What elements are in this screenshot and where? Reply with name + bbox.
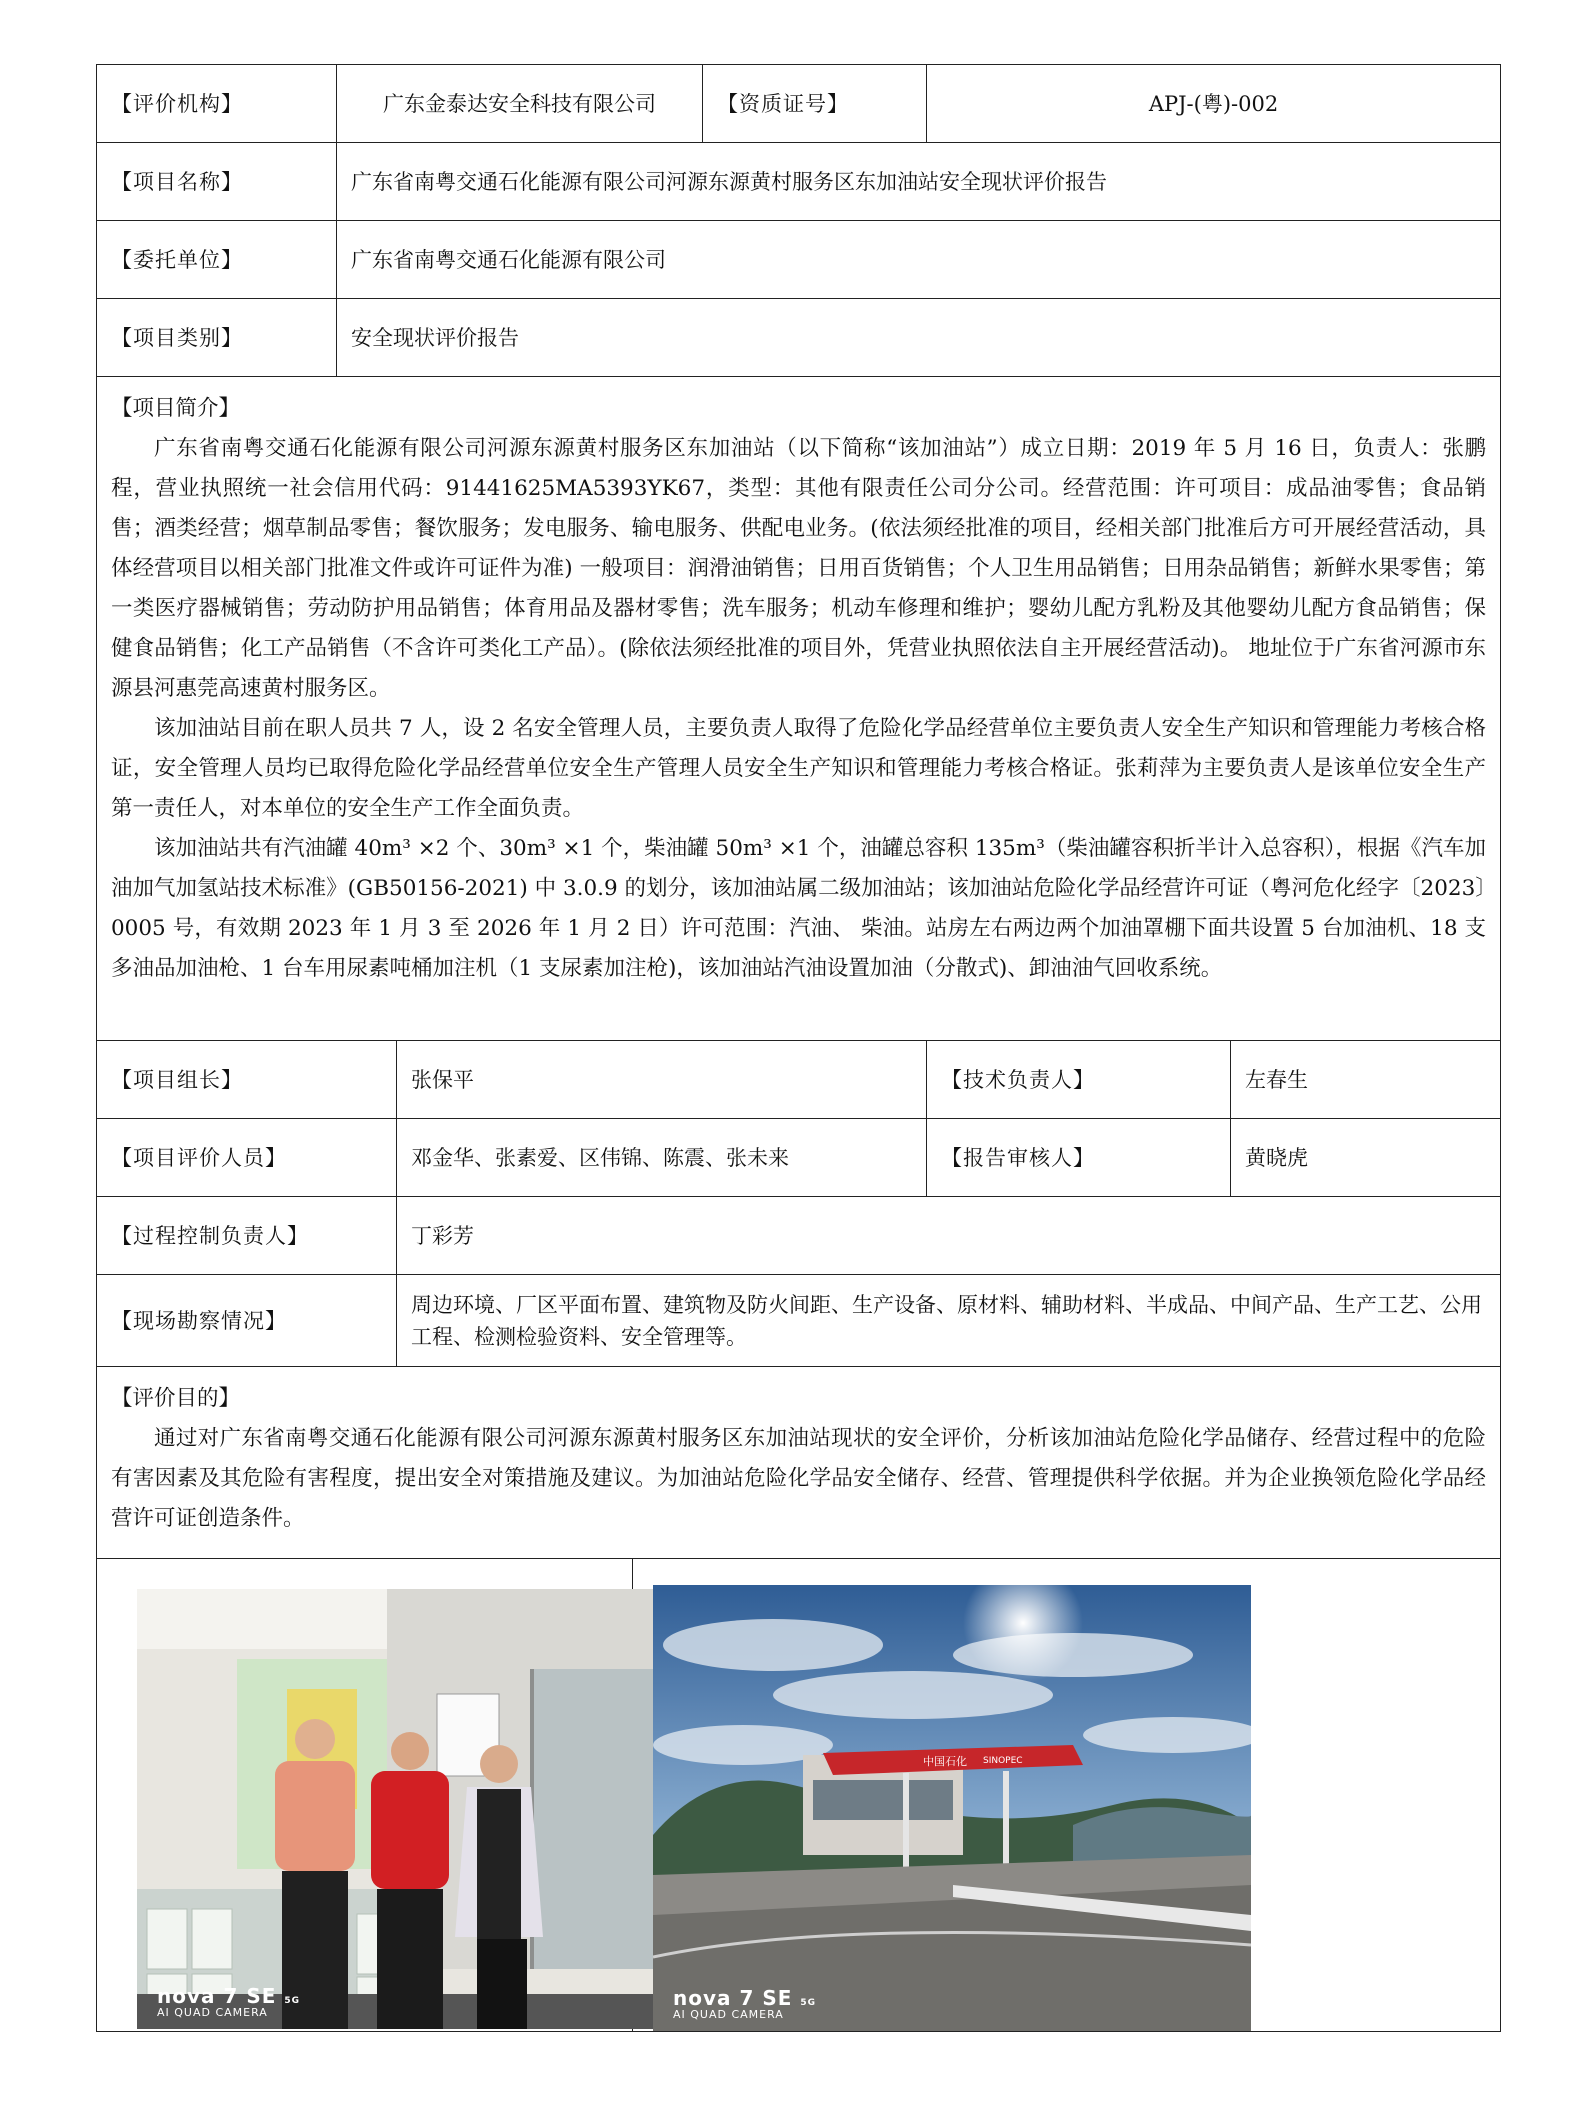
category-row (97, 299, 1501, 377)
process-label: 【过程控制负责人】 (97, 1197, 397, 1275)
reviewer-value: 黄晓虎 (1231, 1119, 1501, 1197)
purpose-row (97, 1367, 1501, 1559)
purpose-paragraph: 通过对广东省南粤交通石化能源有限公司河源东源黄村服务区东加油站现状的安全评价，分析该加油站危险化学品储存、经营过程中的危险有害因素及其危险有害程度，提出安全对策措施及建议。为加油站危险化学品安全储存、经营、管理提供科学依据。并为企业换领危险化学品经营许可证创造条件。 (111, 1426, 1487, 1531)
evaluation-purpose (97, 1367, 1501, 1559)
category-label: 【项目类别】 (97, 299, 337, 377)
watermark-model: nova 7 SE (673, 1986, 793, 2011)
station-sign: 中国石化 (923, 1755, 967, 1768)
client-label: 【委托单位】 (97, 221, 337, 299)
watermark-camera: AI QUAD CAMERA (157, 2006, 268, 2020)
org-value: 广东金泰达安全科技有限公司 (337, 65, 703, 143)
watermark-model: nova 7 SE (157, 1984, 277, 2009)
reviewer-label: 【报告审核人】 (927, 1119, 1231, 1197)
leader-value: 张保平 (397, 1041, 927, 1119)
intro-paragraph: 该加油站共有汽油罐 40m³ ×2 个、30m³ ×1 个，柴油罐 50m³ ×1 个，油罐总容积 135m³（柴油罐容积折半计入总容积），根据《汽车加油加气加氢站技术标准》(GB50156-2021) 中 3.0.9 的划分，该加油站属二级加油站；该加油站危险化学品经营许可证（粤河危化经字〔2023〕0005 号，有效期 2023 年 1 月 3 至 2026 年 1 月 2 日）许可范围：汽油、 柴油。站房左右两边两个加油罩棚下面共设置 5 台加油机、18 支多油品加油枪、1 台车用尿素吨桶加注机（1 支尿素加注枪)，该加油站汽油设置加油（分散式)、卸油油气回收系统。 (111, 836, 1487, 981)
intro-paragraph: 广东省南粤交通石化能源有限公司河源东源黄村服务区东加油站（以下简称“该加油站”）成立日期：2019 年 5 月 16 日，负责人：张鹏程，营业执照统一社会信用代码：91441625MA5393YK67，类型：其他有限责任公司分公司。经营范围：许可项目：成品油零售；食品销售；酒类经营；烟草制品零售；餐饮服务；发电服务、输电服务、供配电业务。(依法须经批准的项目，经相关部门批准后方可开展经营活动，具体经营项目以相关部门批准文件或许可证件为准) 一般项目：润滑油销售；日用百货销售；个人卫生用品销售；日用杂品销售；新鲜水果零售；第一类医疗器械销售；劳动防护用品销售；体育用品及器材零售；洗车服务；机动车修理和维护；婴幼儿配方乳粉及其他婴幼儿配方食品销售；保健食品销售；化工产品销售（不含许可类化工产品）。(除依法须经批准的项目外，凭营业执照依法自主开展经营活动)。 地址位于广东省河源市东源县河惠莞高速黄村服务区。 (111, 436, 1487, 701)
watermark-5g: 5G (800, 1998, 817, 2009)
camera-watermark (157, 1986, 300, 2019)
photo-cell-right (633, 1559, 1501, 2032)
photo-cell-left (97, 1559, 633, 2032)
project-name-label: 【项目名称】 (97, 143, 337, 221)
survey-row (97, 1275, 1501, 1367)
watermark-camera: AI QUAD CAMERA (673, 2008, 784, 2022)
station-photo-image (653, 1585, 1251, 2031)
org-label: 【评价机构】 (97, 65, 337, 143)
camera-watermark (673, 1988, 816, 2021)
evaluation-info-table (96, 64, 1501, 2032)
intro-paragraph: 该加油站目前在职人员共 7 人，设 2 名安全管理人员，主要负责人取得了危险化学品经营单位主要负责人安全生产知识和管理能力考核合格证，安全管理人员均已取得危险化学品经营单位安全生产管理人员安全生产知识和管理能力考核合格证。张莉萍为主要负责人是该单位安全生产第一责任人，对本单位的安全生产工作全面负责。 (111, 716, 1487, 821)
evaluators-value: 邓金华、张素爱、区伟锦、陈震、张未来 (397, 1119, 927, 1197)
process-row (97, 1197, 1501, 1275)
station-sign-en: SINOPEC (983, 1756, 1023, 1766)
staff-photo (137, 1589, 727, 2029)
tech-label: 【技术负责人】 (927, 1041, 1231, 1119)
project-name-value: 广东省南粤交通石化能源有限公司河源东源黄村服务区东加油站安全现状评价报告 (337, 143, 1501, 221)
process-value: 丁彩芳 (397, 1197, 1501, 1275)
cert-label: 【资质证号】 (703, 65, 927, 143)
report-page (96, 64, 1500, 2032)
cert-value: APJ-(粤)-002 (927, 65, 1501, 143)
client-value: 广东省南粤交通石化能源有限公司 (337, 221, 1501, 299)
project-intro (97, 377, 1501, 1041)
purpose-title: 【评价目的】 (111, 1386, 241, 1411)
leader-row (97, 1041, 1501, 1119)
tech-value: 左春生 (1231, 1041, 1501, 1119)
survey-value: 周边环境、厂区平面布置、建筑物及防火间距、生产设备、原材料、辅助材料、半成品、中间产品、生产工艺、公用工程、检测检验资料、安全管理等。 (397, 1275, 1501, 1367)
intro-title: 【项目简介】 (111, 396, 241, 421)
intro-row (97, 377, 1501, 1041)
evaluators-label: 【项目评价人员】 (97, 1119, 397, 1197)
project-name-row (97, 143, 1501, 221)
org-row (97, 65, 1501, 143)
staff-photo-image (137, 1589, 727, 2029)
client-row (97, 221, 1501, 299)
station-photo (653, 1585, 1251, 2031)
watermark-5g: 5G (284, 1996, 301, 2007)
category-value: 安全现状评价报告 (337, 299, 1501, 377)
evaluators-row (97, 1119, 1501, 1197)
photos-row (97, 1559, 1501, 2032)
survey-label: 【现场勘察情况】 (97, 1275, 397, 1367)
leader-label: 【项目组长】 (97, 1041, 397, 1119)
